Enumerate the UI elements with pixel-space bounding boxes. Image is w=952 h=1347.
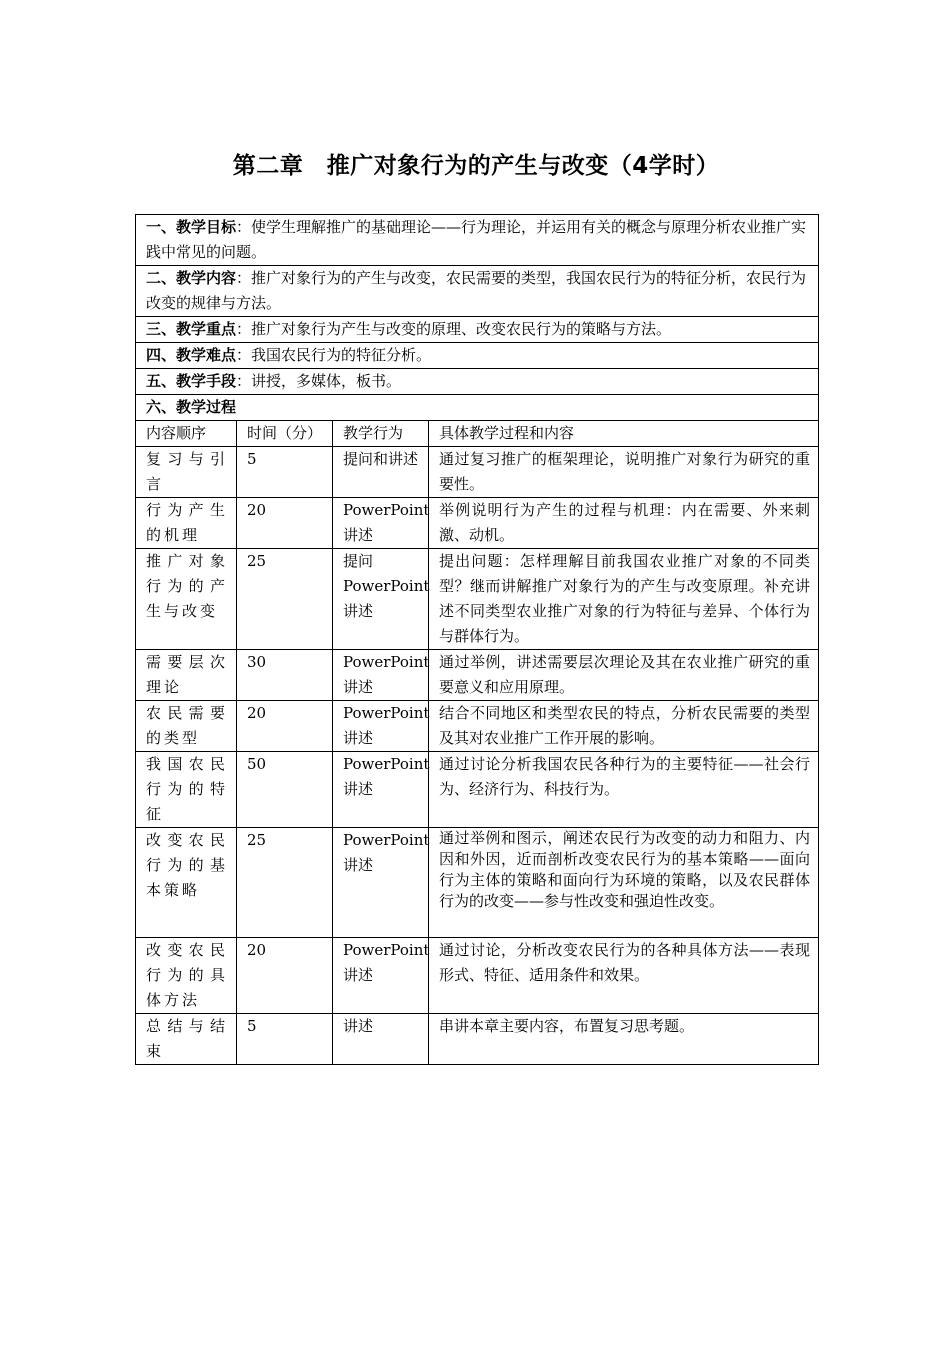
content-text: ：推广对象行为的产生与改变，农民需要的类型，我国农民行为的特征分析，农民行为改变的规律与方法。 [146, 269, 807, 312]
means-text: ：讲授，多媒体，板书。 [236, 372, 402, 390]
row-method: PowerPoint讲述 [333, 828, 429, 938]
page-title: 第二章 推广对象行为的产生与改变（4学时） [232, 153, 720, 179]
header-topic: 内容顺序 [136, 421, 237, 447]
row-time: 20 [237, 701, 333, 752]
row-topic: 推广对象行为的产生与改变 [136, 549, 237, 650]
difficulty-label: 四、教学难点 [146, 346, 237, 364]
row-content: 通过复习推广的框架理论，说明推广对象行为研究的重要性。 [429, 447, 819, 498]
table-row [136, 938, 819, 1014]
row-topic: 我国农民行为的特征 [136, 752, 237, 828]
row-content: 通过讨论，分析改变农民行为的各种具体方法——表现形式、特征、适用条件和效果。 [429, 938, 819, 1014]
row-topic: 总结与结束 [136, 1014, 237, 1065]
key-points-label: 三、教学重点 [146, 320, 237, 338]
row-time: 50 [237, 752, 333, 828]
row-method: PowerPoint讲述 [333, 650, 429, 701]
row-content: 结合不同地区和类型农民的特点，分析农民需要的类型及其对农业推广工作开展的影响。 [429, 701, 819, 752]
header-method: 教学行为 [333, 421, 429, 447]
row-topic: 需要层次理论 [136, 650, 237, 701]
table-row [136, 498, 819, 549]
row-content: 提出问题：怎样理解目前我国农业推广对象的不同类型？继而讲解推广对象行为的产生与改变原理。补充讲述不同类型农业推广对象的行为特征与差异、个体行为与群体行为。 [429, 549, 819, 650]
row-time: 25 [237, 828, 333, 938]
content-label: 二、教学内容 [146, 269, 237, 287]
row-content: 举例说明行为产生的过程与机理：内在需要、外来刺激、动机。 [429, 498, 819, 549]
row-time: 20 [237, 498, 333, 549]
objective-row [136, 215, 819, 266]
difficulty-row [136, 343, 819, 369]
row-content: 串讲本章主要内容，布置复习思考题。 [429, 1014, 819, 1065]
row-method: 提问 PowerPoint讲述 [333, 549, 429, 650]
table-row [136, 828, 819, 938]
header-time: 时间（分） [237, 421, 333, 447]
row-topic: 农民需要的类型 [136, 701, 237, 752]
table-row [136, 752, 819, 828]
row-time: 25 [237, 549, 333, 650]
table-row [136, 650, 819, 701]
difficulty-text: ：我国农民行为的特征分析。 [236, 346, 432, 364]
teaching-plan-table [135, 214, 819, 1065]
row-topic: 复习与引言 [136, 447, 237, 498]
objective-text: ：使学生理解推广的基础理论——行为理论，并运用有关的概念与原理分析农业推广实践中常见的问题。 [146, 218, 807, 261]
process-heading-row [136, 395, 819, 421]
table-row [136, 701, 819, 752]
row-time: 20 [237, 938, 333, 1014]
row-time: 30 [237, 650, 333, 701]
row-content: 通过讨论分析我国农民各种行为的主要特征——社会行为、经济行为、科技行为。 [429, 752, 819, 828]
row-method: PowerPoint讲述 [333, 701, 429, 752]
header-content: 具体教学过程和内容 [429, 421, 819, 447]
row-content: 通过举例和图示，阐述农民行为改变的动力和阻力、内因和外因，近而剖析改变农民行为的基本策略——面向行为主体的策略和面向行为环境的策略，以及农民群体行为的改变——参与性改变和强迫性改变。 [429, 828, 819, 938]
row-topic: 改变农民行为的具体方法 [136, 938, 237, 1014]
row-topic: 改变农民行为的基本策略 [136, 828, 237, 938]
row-method: 提问和讲述 [333, 447, 429, 498]
objective-label: 一、教学目标 [146, 218, 237, 236]
key-points-text: ：推广对象行为产生与改变的原理、改变农民行为的策略与方法。 [236, 320, 672, 338]
row-time: 5 [237, 447, 333, 498]
key-points-row [136, 317, 819, 343]
process-label: 六、教学过程 [146, 398, 237, 416]
row-method: 讲述 [333, 1014, 429, 1065]
table-row [136, 1014, 819, 1065]
row-topic: 行为产生的机理 [136, 498, 237, 549]
table-row [136, 447, 819, 498]
process-header-row [136, 421, 819, 447]
row-method: PowerPoint讲述 [333, 938, 429, 1014]
row-content: 通过举例，讲述需要层次理论及其在农业推广研究的重要意义和应用原理。 [429, 650, 819, 701]
row-method: PowerPoint讲述 [333, 498, 429, 549]
means-row [136, 369, 819, 395]
row-method: PowerPoint讲述 [333, 752, 429, 828]
row-time: 5 [237, 1014, 333, 1065]
content-row [136, 266, 819, 317]
table-row [136, 549, 819, 650]
means-label: 五、教学手段 [146, 372, 237, 390]
